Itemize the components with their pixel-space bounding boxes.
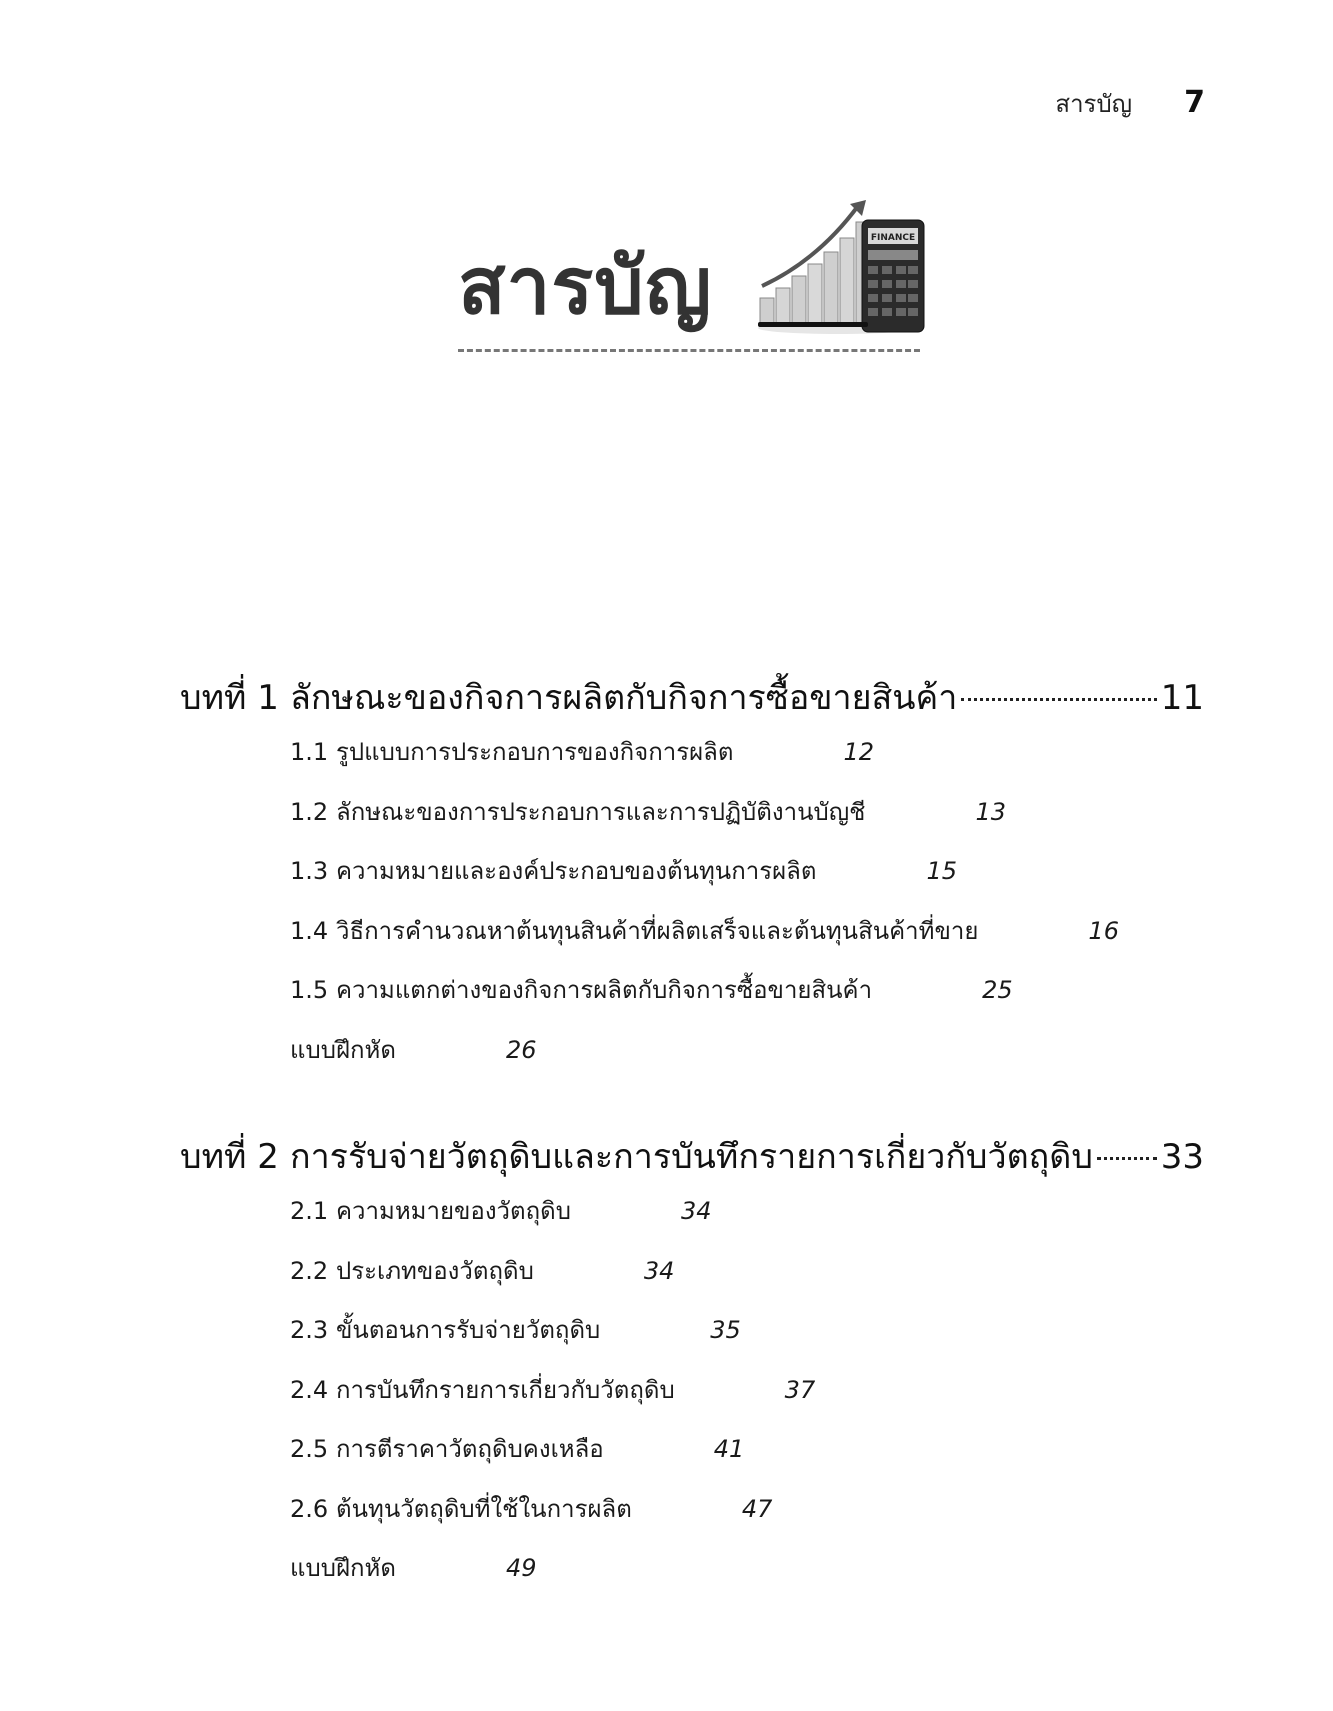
entry-number: 2.5: [290, 1435, 329, 1463]
entry-number: 2.4: [290, 1375, 329, 1404]
toc-entry[interactable]: [290, 1429, 1204, 1489]
running-header: [1055, 84, 1205, 123]
entry-page: 35: [710, 1316, 741, 1344]
entry-title: ลักษณะของการประกอบการและการปฏิบัติงานบัญชี: [336, 797, 866, 826]
toc-entry[interactable]: [290, 911, 1204, 971]
entry-number: 1.3: [290, 857, 329, 885]
entry-number: 2.1: [290, 1197, 329, 1225]
chapter-page: 33: [1160, 1137, 1204, 1177]
entry-page: 49: [505, 1554, 537, 1582]
entry-title: ความหมายของวัตถุดิบ: [336, 1197, 571, 1225]
entry-title: ประเภทของวัตถุดิบ: [336, 1256, 534, 1285]
entry-title: ความหมายและองค์ประกอบของต้นทุนการผลิต: [336, 857, 817, 885]
page-title: สารบัญ: [458, 242, 713, 332]
toc-entry[interactable]: [290, 851, 1204, 911]
entry-page: 34: [643, 1256, 675, 1285]
entry-number: 1.4: [290, 916, 329, 945]
toc-entry[interactable]: [290, 1370, 1204, 1430]
entry-number: 1.2: [290, 797, 329, 826]
chapter-title: ลักษณะของกิจการผลิตกับกิจการซื้อขายสินค้า: [290, 678, 958, 718]
entry-number: 2.6: [290, 1494, 329, 1523]
chapter-2-heading[interactable]: [180, 1129, 1204, 1185]
entry-page: 13: [975, 797, 1006, 826]
entry-page: 41: [713, 1435, 745, 1463]
entry-title: การตีราคาวัตถุดิบคงเหลือ: [336, 1435, 604, 1463]
entry-title: ต้นทุนวัตถุดิบที่ใช้ในการผลิต: [336, 1494, 632, 1523]
entry-page: 25: [982, 976, 1013, 1004]
entry-page: 47: [741, 1494, 773, 1523]
dot-leader: [1097, 1157, 1157, 1160]
entry-title: การบันทึกรายการเกี่ยวกับวัตถุดิบ: [336, 1375, 675, 1404]
toc-entry[interactable]: [290, 732, 1204, 792]
toc-entry[interactable]: [290, 1310, 1204, 1370]
running-title: สารบัญ: [1055, 90, 1133, 118]
chapter-number: บทที่ 1: [180, 678, 279, 718]
chapter-2-items: [290, 1191, 1204, 1608]
entry-page: 15: [926, 857, 958, 885]
entry-page: 12: [843, 738, 874, 766]
title-underline: [458, 349, 920, 352]
entry-number: 1.1: [290, 738, 329, 766]
toc-entry[interactable]: [290, 970, 1204, 1030]
entry-page: 26: [505, 1035, 537, 1064]
toc-entry-exercise[interactable]: [290, 1548, 1204, 1608]
toc-entry[interactable]: [290, 1489, 1204, 1549]
entry-number: 2.2: [290, 1256, 329, 1285]
entry-title: ความแตกต่างของกิจการผลิตกับกิจการซื้อขายสินค้า: [336, 976, 873, 1004]
entry-title: วิธีการคำนวณหาต้นทุนสินค้าที่ผลิตเสร็จและต้นทุนสินค้าที่ขาย: [336, 916, 979, 945]
entry-number: 1.5: [290, 976, 329, 1004]
toc-entry[interactable]: [290, 1191, 1204, 1251]
toc-entry[interactable]: [290, 792, 1204, 852]
chapter-number: บทที่ 2: [180, 1137, 279, 1177]
title-block: [458, 200, 920, 352]
entry-title: แบบฝึกหัด: [290, 1554, 396, 1582]
chapter-page: 11: [1160, 678, 1204, 718]
dot-leader: [961, 698, 1156, 701]
finance-graphic-label: FINANCE: [870, 233, 916, 243]
entry-page: 37: [784, 1375, 816, 1404]
entry-number: 2.3: [290, 1316, 329, 1344]
entry-page: 16: [1088, 916, 1119, 945]
chapter-1-heading[interactable]: [180, 670, 1204, 726]
entry-title: ขั้นตอนการรับจ่ายวัตถุดิบ: [336, 1316, 601, 1344]
table-of-contents: [180, 670, 1204, 1608]
page-number: 7: [1184, 85, 1205, 120]
entry-title: แบบฝึกหัด: [290, 1035, 396, 1064]
toc-entry[interactable]: [290, 1251, 1204, 1311]
toc-entry-exercise[interactable]: [290, 1030, 1204, 1090]
chapter-title: การรับจ่ายวัตถุดิบและการบันทึกรายการเกี่ยวกับวัตถุดิบ: [290, 1137, 1093, 1177]
entry-page: 34: [680, 1197, 712, 1225]
entry-title: รูปแบบการประกอบการของกิจการผลิต: [336, 738, 734, 766]
finance-chart-calculator-icon: [758, 200, 928, 340]
chapter-1-items: [290, 732, 1204, 1089]
